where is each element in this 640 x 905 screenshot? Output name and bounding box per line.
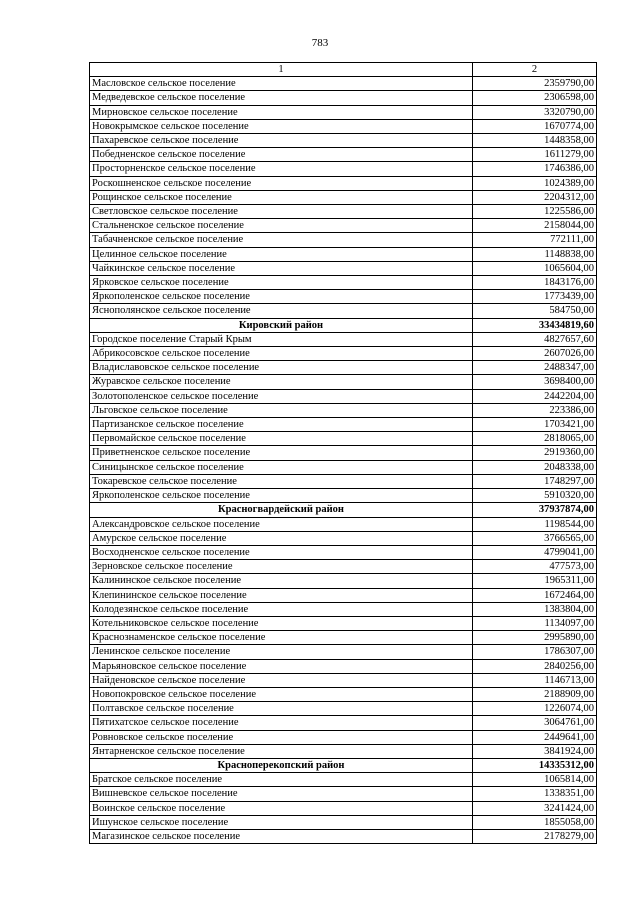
settlement-name: Масловское сельское поселение: [90, 77, 473, 91]
amount-cell: 2818065,00: [473, 432, 597, 446]
table-row: [90, 361, 597, 375]
table-row: [90, 105, 597, 119]
amount-cell: 2048338,00: [473, 460, 597, 474]
amount-cell: 5910320,00: [473, 489, 597, 503]
table-row: [90, 829, 597, 843]
settlement-name: Чайкинское сельское поселение: [90, 261, 473, 275]
table-row: [90, 304, 597, 318]
district-name: Красногвардейский район: [90, 503, 473, 517]
amount-cell: 1855058,00: [473, 815, 597, 829]
table-row: [90, 773, 597, 787]
settlement-name: Колодезянское сельское поселение: [90, 602, 473, 616]
table-row: [90, 730, 597, 744]
table-row: [90, 659, 597, 673]
table-row: [90, 389, 597, 403]
table-row: [90, 176, 597, 190]
table-row: [90, 375, 597, 389]
settlement-name: Ишунское сельское поселение: [90, 815, 473, 829]
amount-cell: 1611279,00: [473, 148, 597, 162]
amount-cell: 1134097,00: [473, 616, 597, 630]
amount-cell: 1448358,00: [473, 134, 597, 148]
settlement-name: Котельниковское сельское поселение: [90, 616, 473, 630]
settlement-name: Первомайское сельское поселение: [90, 432, 473, 446]
district-name: Красноперекопский район: [90, 758, 473, 772]
amount-cell: 2188909,00: [473, 687, 597, 701]
amount-cell: 1786307,00: [473, 645, 597, 659]
amount-cell: 1065814,00: [473, 773, 597, 787]
page-number: 783: [311, 37, 329, 49]
amount-cell: 2607026,00: [473, 347, 597, 361]
amount-cell: 1748297,00: [473, 474, 597, 488]
amount-cell: 2204312,00: [473, 190, 597, 204]
amount-cell: 2442204,00: [473, 389, 597, 403]
settlement-name: Полтавское сельское поселение: [90, 702, 473, 716]
column-header-2: 2: [473, 63, 597, 77]
amount-cell: 1226074,00: [473, 702, 597, 716]
district-total-amount: 37937874,00: [473, 503, 597, 517]
settlement-name: Новокрымское сельское поселение: [90, 119, 473, 133]
amount-cell: 1703421,00: [473, 418, 597, 432]
district-total-row: [90, 758, 597, 772]
settlement-name: Светловское сельское поселение: [90, 205, 473, 219]
table-row: [90, 489, 597, 503]
district-total-row: [90, 318, 597, 332]
amount-cell: 2158044,00: [473, 219, 597, 233]
table-row: [90, 418, 597, 432]
table-row: [90, 134, 597, 148]
amount-cell: 2449641,00: [473, 730, 597, 744]
amount-cell: 3766565,00: [473, 531, 597, 545]
settlement-name: Синицынское сельское поселение: [90, 460, 473, 474]
settlement-name: Журавское сельское поселение: [90, 375, 473, 389]
amount-cell: 1065604,00: [473, 261, 597, 275]
amount-cell: 1225586,00: [473, 205, 597, 219]
table-row: [90, 787, 597, 801]
settlement-name: Вишневское сельское поселение: [90, 787, 473, 801]
settlement-name: Табачненское сельское поселение: [90, 233, 473, 247]
settlement-name: Целинное сельское поселение: [90, 247, 473, 261]
settlement-name: Рощинское сельское поселение: [90, 190, 473, 204]
amount-cell: 2178279,00: [473, 829, 597, 843]
settlement-name: Приветненское сельское поселение: [90, 446, 473, 460]
settlement-name: Краснознаменское сельское поселение: [90, 631, 473, 645]
table-row: [90, 673, 597, 687]
amount-cell: 3698400,00: [473, 375, 597, 389]
settlement-name: Найденовское сельское поселение: [90, 673, 473, 687]
settlement-name: Яркополенское сельское поселение: [90, 489, 473, 503]
settlement-name: Медведевское сельское поселение: [90, 91, 473, 105]
table-body: [90, 77, 597, 844]
table-row: [90, 574, 597, 588]
amount-cell: 1773439,00: [473, 290, 597, 304]
settlement-name: Просторненское сельское поселение: [90, 162, 473, 176]
column-header-1: 1: [90, 63, 473, 77]
settlement-name: Александровское сельское поселение: [90, 517, 473, 531]
amount-cell: 1672464,00: [473, 588, 597, 602]
table-row: [90, 560, 597, 574]
table-row: [90, 517, 597, 531]
amount-cell: 1148838,00: [473, 247, 597, 261]
district-total-row: [90, 503, 597, 517]
settlement-name: Токаревское сельское поселение: [90, 474, 473, 488]
amount-cell: 2995890,00: [473, 631, 597, 645]
amount-cell: 1670774,00: [473, 119, 597, 133]
amount-cell: 1024389,00: [473, 176, 597, 190]
table-row: [90, 460, 597, 474]
settlement-name: Пахаревское сельское поселение: [90, 134, 473, 148]
table-row: [90, 645, 597, 659]
table-row: [90, 332, 597, 346]
settlement-name: Яркополенское сельское поселение: [90, 290, 473, 304]
amount-cell: 1146713,00: [473, 673, 597, 687]
table-row: [90, 205, 597, 219]
table-row: [90, 602, 597, 616]
settlement-name: Восходненское сельское поселение: [90, 545, 473, 559]
district-total-amount: 14335312,00: [473, 758, 597, 772]
amount-cell: 772111,00: [473, 233, 597, 247]
table-row: [90, 446, 597, 460]
amount-cell: 3841924,00: [473, 744, 597, 758]
settlement-name: Победненское сельское поселение: [90, 148, 473, 162]
settlement-name: Магазинское сельское поселение: [90, 829, 473, 843]
settlement-name: Золотополенское сельское поселение: [90, 389, 473, 403]
table-row: [90, 702, 597, 716]
amount-cell: 2306598,00: [473, 91, 597, 105]
table-row: [90, 247, 597, 261]
amount-cell: 1338351,00: [473, 787, 597, 801]
settlement-name: Янтарненское сельское поселение: [90, 744, 473, 758]
amount-cell: 1198544,00: [473, 517, 597, 531]
settlement-name: Стальненское сельское поселение: [90, 219, 473, 233]
settlement-name: Клепининское сельское поселение: [90, 588, 473, 602]
amount-cell: 2359790,00: [473, 77, 597, 91]
table-row: [90, 616, 597, 630]
amount-cell: 477573,00: [473, 560, 597, 574]
table-row: [90, 219, 597, 233]
amount-cell: 3320790,00: [473, 105, 597, 119]
settlement-name: Владиславовское сельское поселение: [90, 361, 473, 375]
settlement-name: Калининское сельское поселение: [90, 574, 473, 588]
table-row: [90, 432, 597, 446]
amount-cell: 584750,00: [473, 304, 597, 318]
settlement-name: Партизанское сельское поселение: [90, 418, 473, 432]
settlement-name: Мирновское сельское поселение: [90, 105, 473, 119]
amount-cell: 3064761,00: [473, 716, 597, 730]
table-row: [90, 233, 597, 247]
table-row: [90, 545, 597, 559]
table-row: [90, 716, 597, 730]
table-row: [90, 119, 597, 133]
table-row: [90, 631, 597, 645]
settlement-name: Яснополянское сельское поселение: [90, 304, 473, 318]
amount-cell: 1965311,00: [473, 574, 597, 588]
amount-cell: 4799041,00: [473, 545, 597, 559]
table-row: [90, 531, 597, 545]
table-row: [90, 744, 597, 758]
table-row: [90, 148, 597, 162]
table-row: [90, 77, 597, 91]
table-row: [90, 290, 597, 304]
settlement-name: Ровновское сельское поселение: [90, 730, 473, 744]
amount-cell: 2488347,00: [473, 361, 597, 375]
amount-cell: 3241424,00: [473, 801, 597, 815]
settlement-name: Зерновское сельское поселение: [90, 560, 473, 574]
table-row: [90, 403, 597, 417]
settlement-name: Роскошненское сельское поселение: [90, 176, 473, 190]
table-row: [90, 801, 597, 815]
settlement-name: Ленинское сельское поселение: [90, 645, 473, 659]
amount-cell: 223386,00: [473, 403, 597, 417]
settlement-name: Новопокровское сельское поселение: [90, 687, 473, 701]
amount-cell: 1746386,00: [473, 162, 597, 176]
budget-table: [89, 62, 597, 844]
table-row: [90, 474, 597, 488]
amount-cell: 1383804,00: [473, 602, 597, 616]
table-row: [90, 687, 597, 701]
table-row: [90, 91, 597, 105]
table-row: [90, 276, 597, 290]
settlement-name: Амурское сельское поселение: [90, 531, 473, 545]
settlement-name: Марьяновское сельское поселение: [90, 659, 473, 673]
amount-cell: 4827657,60: [473, 332, 597, 346]
settlement-name: Братское сельское поселение: [90, 773, 473, 787]
table-row: [90, 162, 597, 176]
amount-cell: 2919360,00: [473, 446, 597, 460]
table-row: [90, 261, 597, 275]
settlement-name: Воинское сельское поселение: [90, 801, 473, 815]
amount-cell: 1843176,00: [473, 276, 597, 290]
table-row: [90, 347, 597, 361]
settlement-name: Ярковское сельское поселение: [90, 276, 473, 290]
district-total-amount: 33434819,60: [473, 318, 597, 332]
settlement-name: Пятихатское сельское поселение: [90, 716, 473, 730]
district-name: Кировский район: [90, 318, 473, 332]
table-row: [90, 190, 597, 204]
table-header-row: [90, 63, 597, 77]
table-row: [90, 588, 597, 602]
settlement-name: Льговское сельское поселение: [90, 403, 473, 417]
settlement-name: Городское поселение Старый Крым: [90, 332, 473, 346]
table-row: [90, 815, 597, 829]
amount-cell: 2840256,00: [473, 659, 597, 673]
settlement-name: Абрикосовское сельское поселение: [90, 347, 473, 361]
